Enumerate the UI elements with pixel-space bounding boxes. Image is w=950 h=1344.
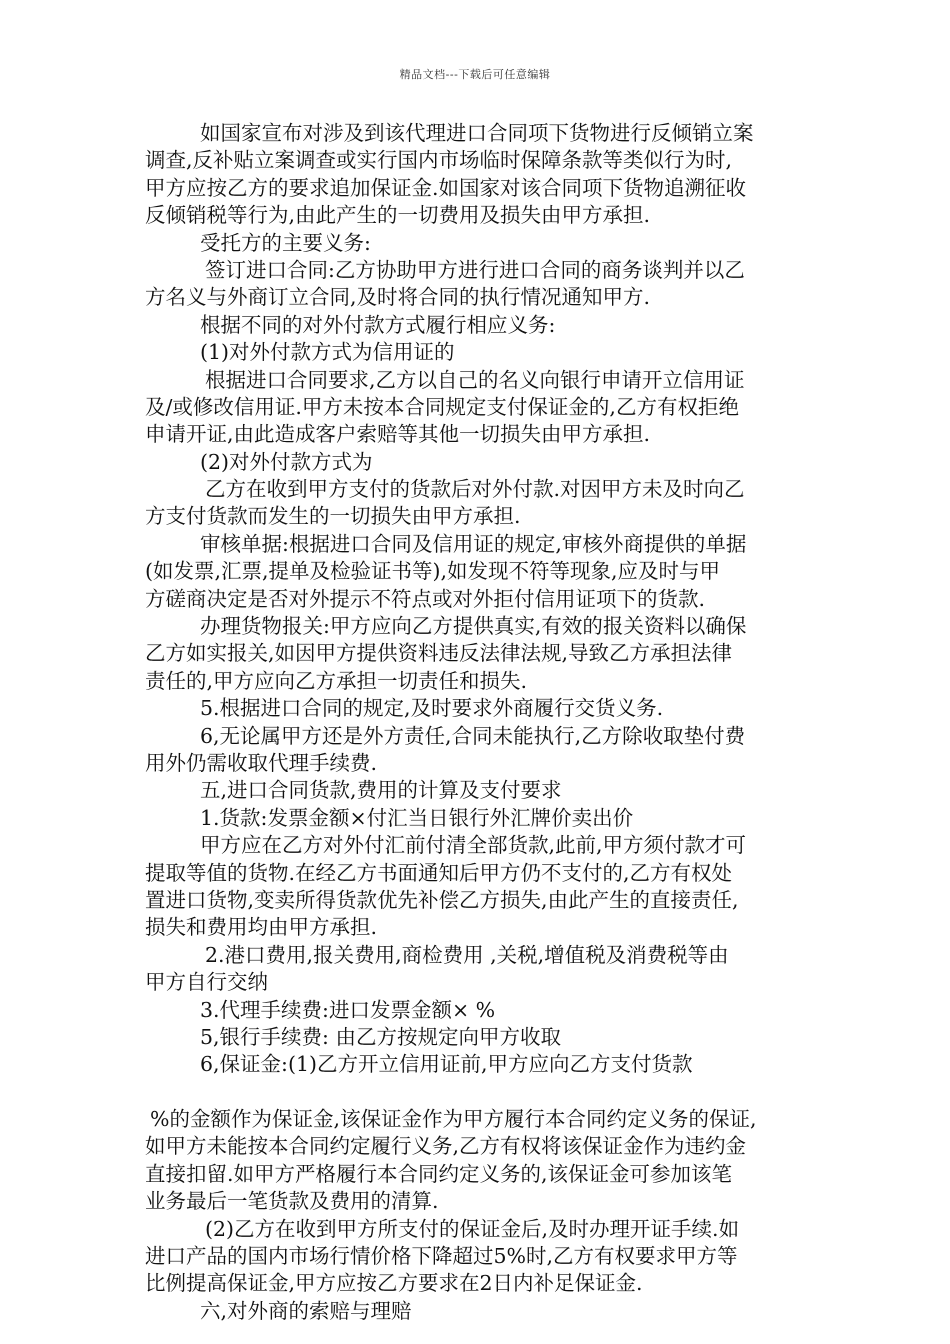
text-line: 1.货款:发票金额×付汇当日银行外汇牌价卖出价 <box>200 805 634 830</box>
text-line: (2)乙方在收到甲方所支付的保证金后,及时办理开证手续.如 <box>205 1216 740 1241</box>
text-line: 甲方自行交纳 <box>145 970 268 995</box>
text-line: 甲方应按乙方的要求追加保证金.如国家对该合同项下货物追溯征收 <box>145 175 747 200</box>
text-line: 进口产品的国内市场行情价格下降超过5%时,乙方有权要求甲方等 <box>145 1244 738 1269</box>
text-line: 责任的,甲方应向乙方承担一切责任和损失. <box>145 668 528 693</box>
text-line: 损失和费用均由甲方承担. <box>145 915 378 940</box>
text-line: 调查,反补贴立案调查或实行国内市场临时保障条款等类似行为时, <box>145 148 733 173</box>
text-line: 如甲方未能按本合同约定履行义务,乙方有权将该保证金作为违约金 <box>145 1134 747 1159</box>
section-heading: 六,对外商的索赔与理赔 <box>200 1298 412 1323</box>
text-line: 根据进口合同要求,乙方以自己的名义向银行申请开立信用证 <box>205 367 745 392</box>
text-line: (如发票,汇票,提单及检验证书等),如发现不符等现象,应及时与甲 <box>145 559 721 584</box>
text-line: (2)对外付款方式为 <box>200 449 373 474</box>
text-line: 业务最后一笔货款及费用的清算. <box>145 1189 439 1214</box>
text-line: 2.港口费用,报关费用,商检费用 ,关税,增值税及消费税等由 <box>205 942 729 967</box>
blank-line <box>145 1079 815 1106</box>
document-body <box>145 120 815 1325</box>
text-line: 5,银行手续费: 由乙方按规定向甲方收取 <box>200 1024 561 1049</box>
text-line: 审核单据:根据进口合同及信用证的规定,审核外商提供的单据 <box>200 531 747 556</box>
section-heading: 受托方的主要义务: <box>200 230 371 255</box>
text-line: 6,无论属甲方还是外方责任,合同未能执行,乙方除收取垫付费 <box>200 723 746 748</box>
text-line: 签订进口合同:乙方协助甲方进行进口合同的商务谈判并以乙 <box>205 257 745 282</box>
text-line: %的金额作为保证金,该保证金作为甲方履行本合同约定义务的保证, <box>150 1107 757 1132</box>
text-line: 3.代理手续费:进口发票金额× % <box>200 997 496 1022</box>
text-line: 根据不同的对外付款方式履行相应义务: <box>200 312 556 337</box>
text-line: 乙方在收到甲方支付的货款后对外付款.对因甲方未及时向乙 <box>205 477 745 502</box>
text-line: 方名义与外商订立合同,及时将合同的执行情况通知甲方. <box>145 285 651 310</box>
text-line: 提取等值的货物.在经乙方书面通知后甲方仍不支付的,乙方有权处 <box>145 860 733 885</box>
text-line: 乙方如实报关,如因甲方提供资料违反法律法规,导致乙方承担法律 <box>145 641 733 666</box>
text-line: 甲方应在乙方对外付汇前付清全部货款,此前,甲方须付款才可 <box>200 833 747 858</box>
text-line: 方磋商决定是否对外提示不符点或对外拒付信用证项下的货款. <box>145 586 706 611</box>
text-line: 6,保证金:(1)乙方开立信用证前,甲方应向乙方支付货款 <box>200 1052 693 1077</box>
text-line: 置进口货物,变卖所得货款优先补偿乙方损失,由此产生的直接责任, <box>145 887 739 912</box>
text-line: 比例提高保证金,甲方应按乙方要求在2日内补足保证金. <box>145 1271 643 1296</box>
text-line: 直接扣留.如甲方严格履行本合同约定义务的,该保证金可参加该笔 <box>145 1161 733 1186</box>
text-line: 反倾销税等行为,由此产生的一切费用及损失由甲方承担. <box>145 203 651 228</box>
section-heading: 五,进口合同货款,费用的计算及支付要求 <box>200 778 562 803</box>
page-header: 精品文档---下载后可任意编辑 <box>399 68 551 81</box>
text-line: (1)对外付款方式为信用证的 <box>200 340 455 365</box>
text-line: 办理货物报关:甲方应向乙方提供真实,有效的报关资料以确保 <box>200 614 747 639</box>
text-line: 及/或修改信用证.甲方未按本合同规定支付保证金的,乙方有权拒绝 <box>145 394 739 419</box>
text-line: 5.根据进口合同的规定,及时要求外商履行交货义务. <box>200 696 664 721</box>
text-line: 方支付货款而发生的一切损失由甲方承担. <box>145 504 521 529</box>
text-line: 用外仍需收取代理手续费. <box>145 750 378 775</box>
text-line: 申请开证,由此造成客户索赔等其他一切损失由甲方承担. <box>145 422 651 447</box>
text-line: 如国家宣布对涉及到该代理进口合同项下货物进行反倾销立案 <box>200 121 754 145</box>
